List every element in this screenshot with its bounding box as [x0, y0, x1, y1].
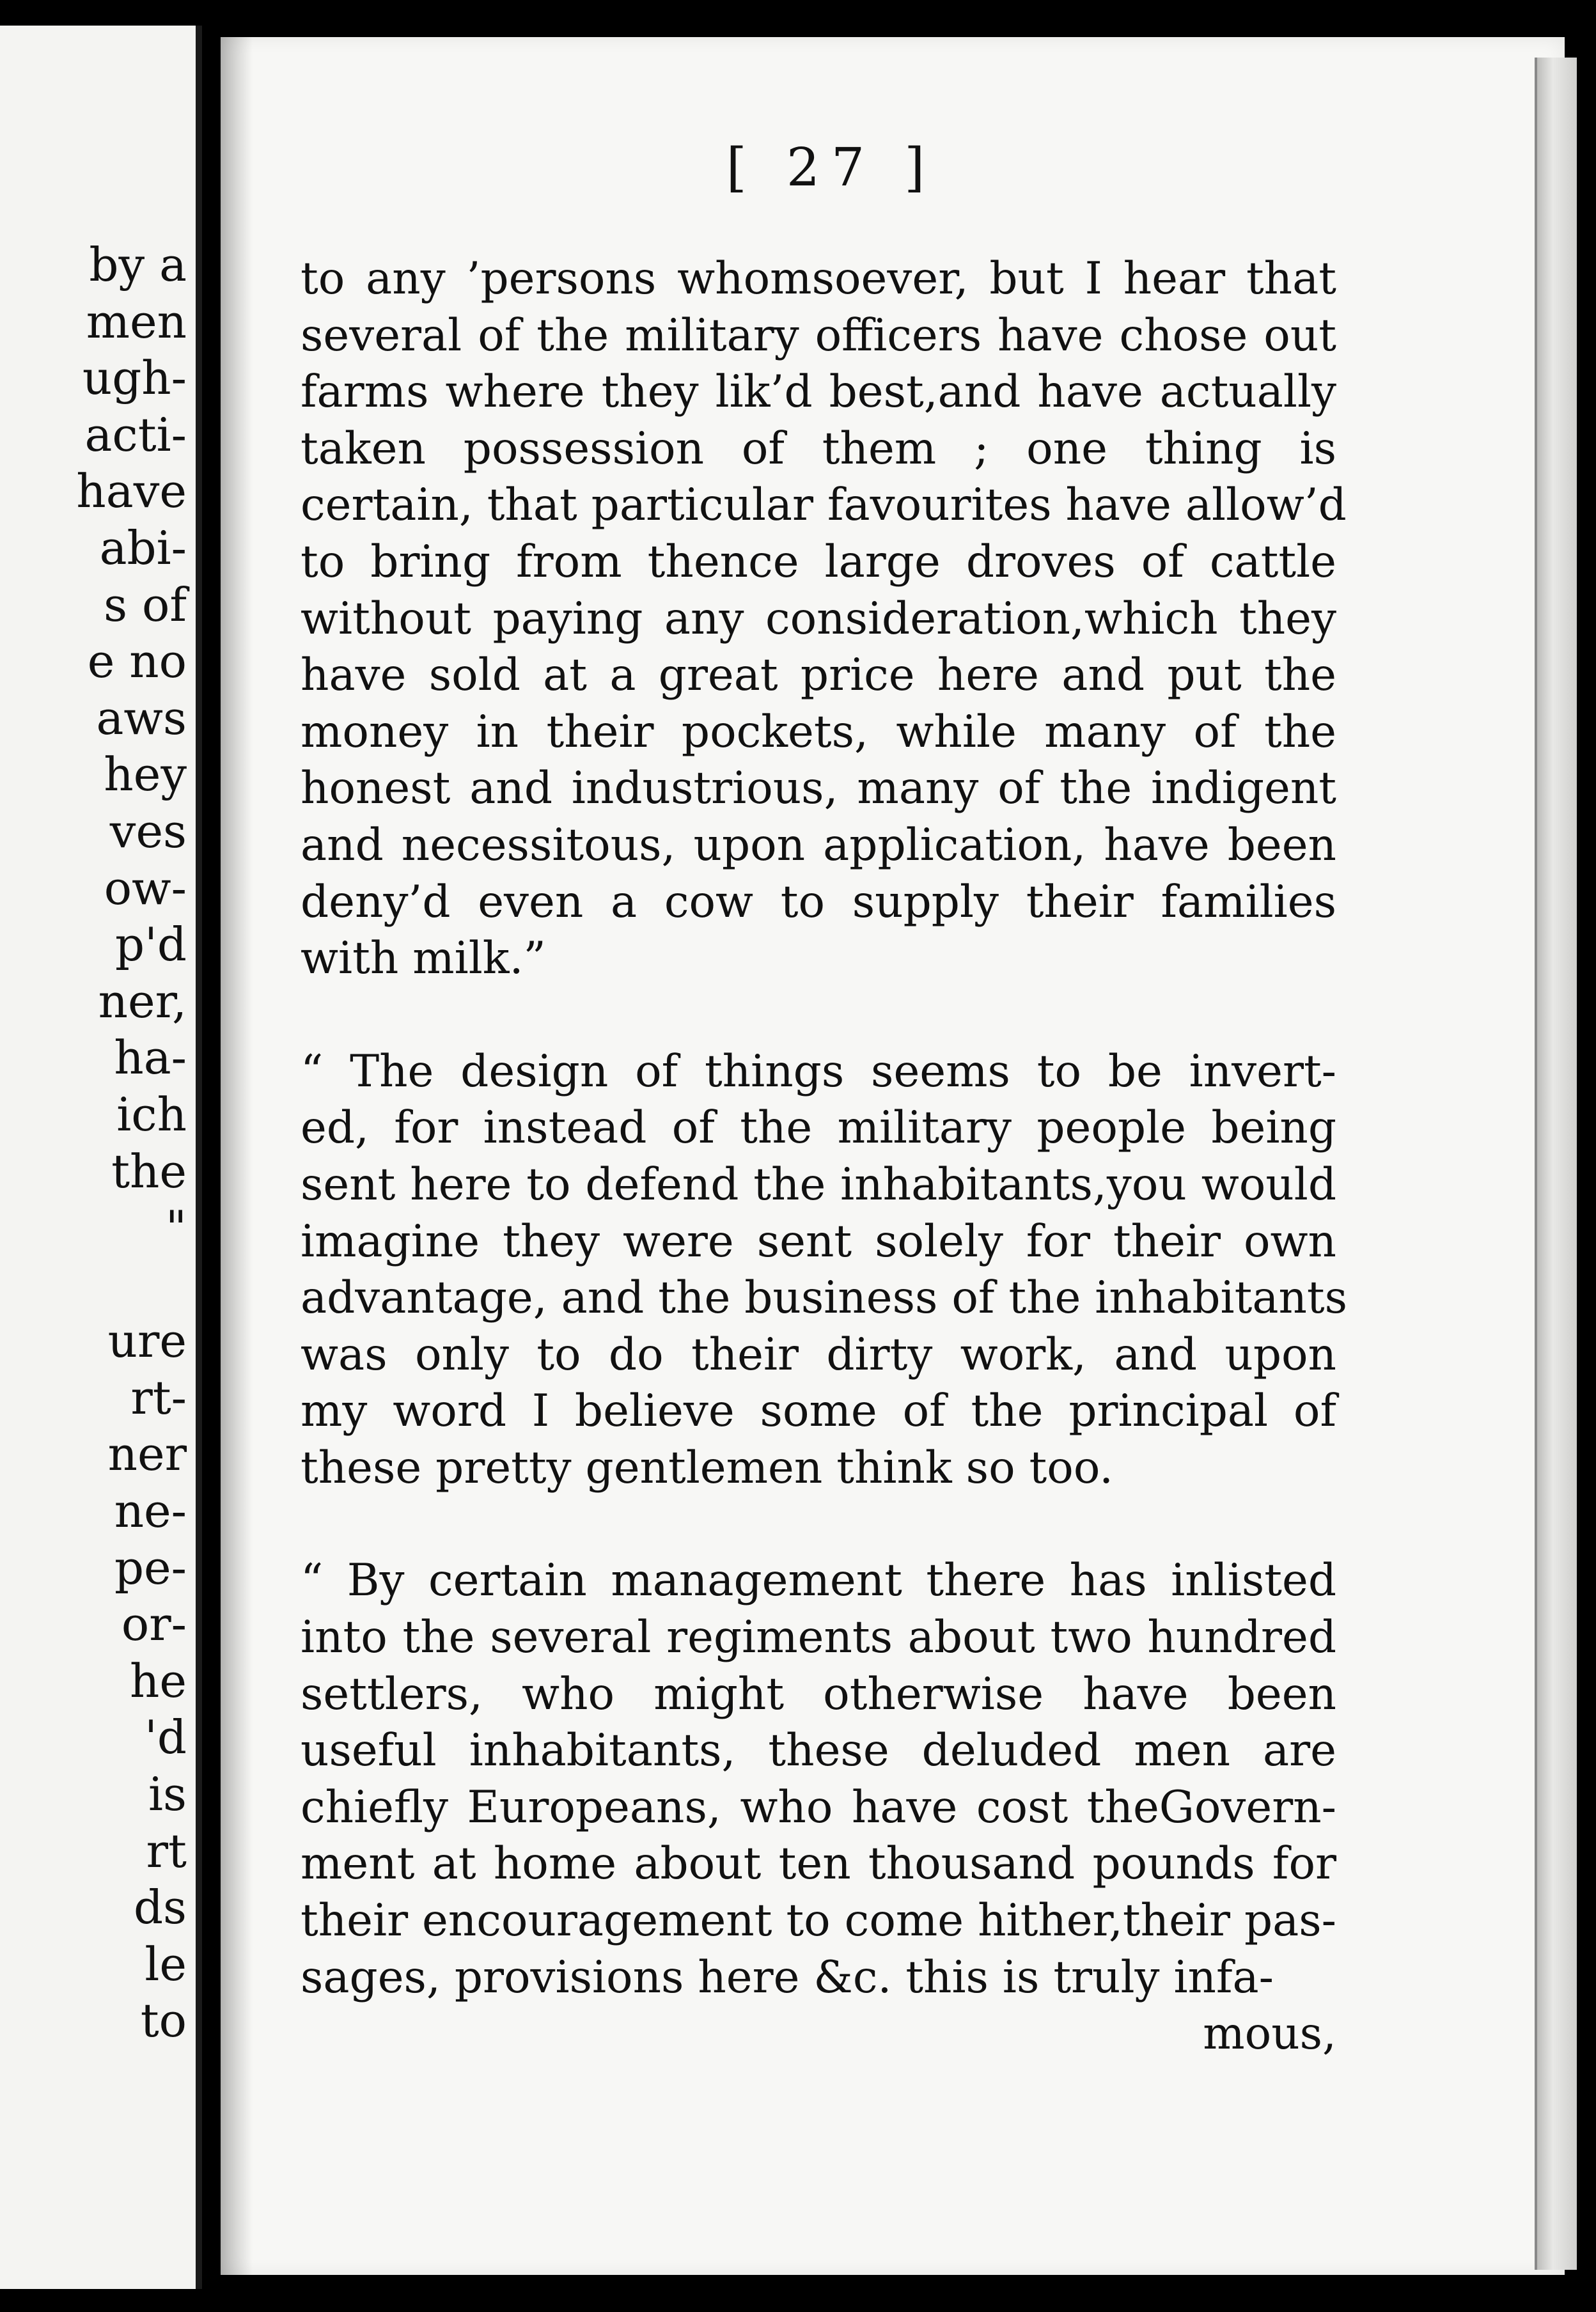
left-page-fragment: ugh-: [82, 351, 187, 405]
gutter-shadow: [221, 37, 253, 2275]
text-line: ment at home about ten thousand pounds for: [301, 1838, 1336, 1890]
paragraph-3: [301, 1552, 1336, 2006]
left-page-fragment: the: [111, 1144, 187, 1198]
catchword: mous,: [1203, 2008, 1336, 2060]
body-text: [301, 251, 1348, 2063]
text-line: deny’d even a cow to supply their families: [301, 876, 1336, 928]
left-page-fragment: s of: [104, 577, 187, 632]
text-line: taken possession of them ; one thing is: [301, 423, 1336, 474]
text-line: to bring from thence large droves of cattle: [301, 536, 1336, 588]
left-page-fragment: rt: [146, 1824, 187, 1878]
left-page-fragment: men: [86, 294, 187, 348]
text-line: farms where they lik’d best,and have actually: [301, 366, 1336, 418]
left-page-fragment: aws: [96, 691, 187, 745]
text-line: with milk.”: [301, 933, 546, 985]
text-line: honest and industrious, many of the indigent: [301, 763, 1336, 815]
left-page-fragment: ure: [107, 1314, 187, 1368]
left-page-fragment: hey: [104, 747, 187, 802]
left-page-fragment: p'd: [115, 918, 187, 972]
text-line: sages, provisions here &c. this is truly infa-: [301, 1951, 1274, 2003]
text-line: sent here to defend the inhabitants,you would: [301, 1159, 1336, 1210]
left-page-fragment: ner: [107, 1427, 187, 1481]
left-page-fragment: ich: [116, 1087, 187, 1141]
text-line: without paying any consideration,which they: [301, 593, 1336, 644]
left-page-fragment: ds: [133, 1880, 187, 1935]
text-line: several of the military officers have chose out: [301, 309, 1336, 361]
text-line: certain, that particular favourites have allow’d: [301, 480, 1347, 531]
text-line: “ The design of things seems to be invert-: [301, 1045, 1336, 1097]
paragraph-gap: [301, 987, 1336, 1043]
left-page-fragment: ow-: [104, 861, 187, 915]
text-line: useful inhabitants, these deluded men are: [301, 1725, 1336, 1777]
text-line: settlers, who might otherwise have been: [301, 1668, 1336, 1720]
left-page-fragment: or-: [121, 1597, 187, 1652]
page-number: [ 27 ]: [726, 137, 937, 198]
text-line: “ By certain management there has inlisted: [301, 1555, 1336, 1607]
left-page-fragment: ne-: [114, 1484, 187, 1538]
left-page-fragment: ": [165, 1201, 187, 1255]
text-line: imagine they were sent solely for their own: [301, 1215, 1336, 1267]
text-line: have sold at a great price here and put the: [301, 650, 1336, 701]
left-page-fragment: by a: [89, 238, 187, 292]
left-page-fragment: abi-: [99, 520, 187, 575]
text-line: their encouragement to come hither,their pas-: [301, 1895, 1336, 1947]
text-line: was only to do their dirty work, and upon: [301, 1329, 1336, 1380]
text-line: my word I believe some of the principal of: [301, 1386, 1336, 1437]
left-page-fragment: ves: [109, 804, 187, 858]
left-page-fragment: e no: [87, 634, 187, 689]
left-page-fragment: rt-: [130, 1370, 187, 1425]
text-line: to any ’persons whomsoever, but I hear that: [301, 253, 1336, 304]
left-page-fragment: pe-: [114, 1540, 187, 1595]
left-page-fragment: he: [130, 1653, 187, 1708]
left-page-fragment: have: [76, 464, 187, 519]
left-page-fragment: [76, 1256, 187, 1313]
paragraph-gap: [301, 1496, 1336, 1552]
left-page-fragment: ha-: [114, 1031, 187, 1085]
left-page-fragment: acti-: [84, 407, 187, 462]
left-page-fragment: is: [148, 1767, 187, 1822]
text-line: ed, for instead of the military people being: [301, 1102, 1336, 1154]
left-page-fragment: le: [145, 1937, 187, 1991]
left-page-fragment: ner,: [98, 974, 187, 1028]
text-line: money in their pockets, while many of the: [301, 706, 1336, 758]
left-page-fragment: 'd: [145, 1710, 187, 1765]
text-line: chiefly Europeans, who have cost theGovern-: [301, 1781, 1336, 1833]
text-line: into the several regiments about two hundred: [301, 1612, 1336, 1664]
paragraph-2: [301, 1043, 1348, 1497]
left-facing-page: [0, 26, 202, 2289]
text-line: advantage, and the business of the inhabitants: [301, 1272, 1348, 1324]
left-page-text-fragments: [76, 237, 187, 2049]
page-edge: [1535, 58, 1577, 2270]
left-page-fragment: to: [140, 1994, 187, 2048]
text-line: these pretty gentlemen think so too.: [301, 1442, 1114, 1494]
text-line: and necessitous, upon application, have been: [301, 819, 1336, 871]
paragraph-1: [301, 251, 1347, 987]
